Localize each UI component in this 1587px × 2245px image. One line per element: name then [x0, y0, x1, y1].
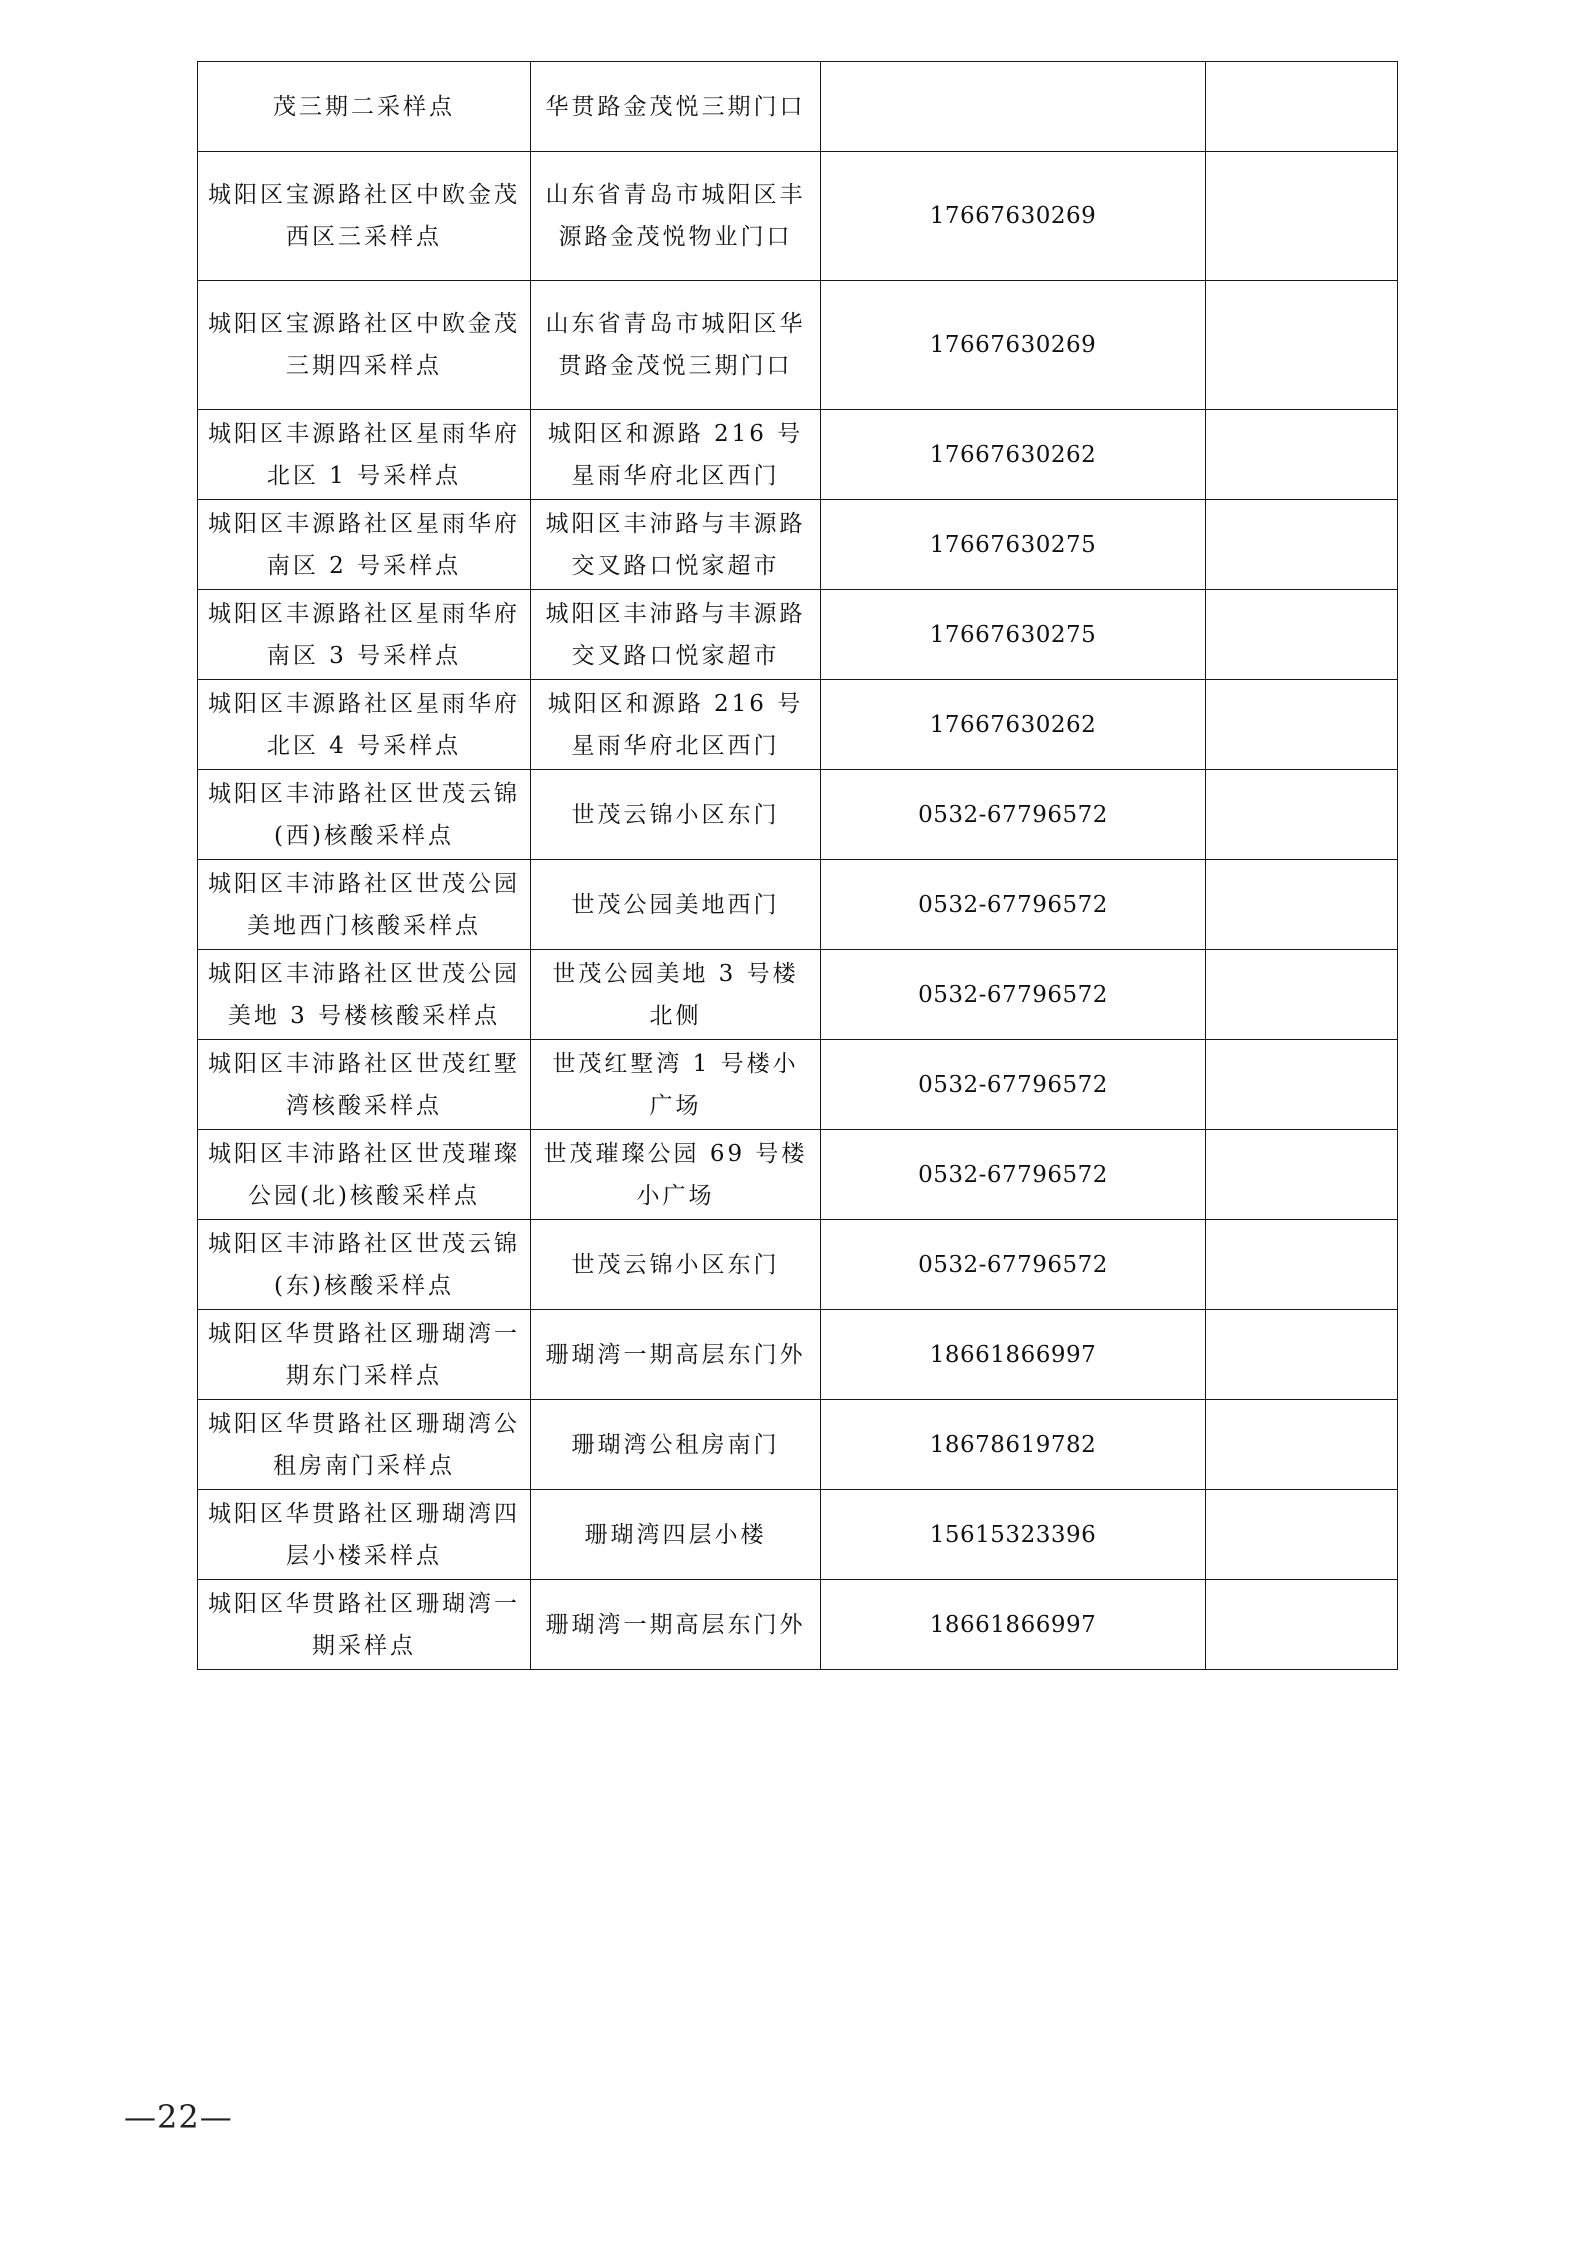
phone-cell: 17667630275: [821, 590, 1206, 680]
phone-cell: 17667630275: [821, 500, 1206, 590]
phone-cell: 0532-67796572: [821, 770, 1206, 860]
phone-cell: 17667630269: [821, 281, 1206, 410]
address-cell: 世茂公园美地 3 号楼北侧: [531, 950, 821, 1040]
address-cell: 珊瑚湾四层小楼: [531, 1490, 821, 1580]
site-name-cell: 城阳区丰源路社区星雨华府北区 1 号采样点: [198, 410, 531, 500]
phone-cell: 18678619782: [821, 1400, 1206, 1490]
address-cell: 世茂公园美地西门: [531, 860, 821, 950]
address-cell: 世茂云锦小区东门: [531, 770, 821, 860]
site-name-cell: 城阳区丰沛路社区世茂璀璨公园(北)核酸采样点: [198, 1130, 531, 1220]
phone-cell: 18661866997: [821, 1310, 1206, 1400]
note-cell: [1206, 500, 1398, 590]
site-name-cell: 城阳区丰源路社区星雨华府南区 3 号采样点: [198, 590, 531, 680]
site-name-cell: 城阳区丰源路社区星雨华府南区 2 号采样点: [198, 500, 531, 590]
note-cell: [1206, 860, 1398, 950]
phone-cell: 0532-67796572: [821, 950, 1206, 1040]
note-cell: [1206, 410, 1398, 500]
address-cell: 珊瑚湾公租房南门: [531, 1400, 821, 1490]
site-name-cell: 城阳区丰沛路社区世茂红墅湾核酸采样点: [198, 1040, 531, 1130]
table-row: [198, 1040, 1398, 1130]
phone-cell: [821, 62, 1206, 152]
site-name-cell: 城阳区宝源路社区中欧金茂三期四采样点: [198, 281, 531, 410]
note-cell: [1206, 950, 1398, 1040]
site-name-cell: 城阳区丰沛路社区世茂公园美地西门核酸采样点: [198, 860, 531, 950]
site-name-cell: 城阳区丰沛路社区世茂公园美地 3 号楼核酸采样点: [198, 950, 531, 1040]
site-name-cell: 城阳区丰源路社区星雨华府北区 4 号采样点: [198, 680, 531, 770]
note-cell: [1206, 1040, 1398, 1130]
table-row: [198, 500, 1398, 590]
table-row: [198, 1580, 1398, 1670]
site-name-cell: 城阳区华贯路社区珊瑚湾四层小楼采样点: [198, 1490, 531, 1580]
note-cell: [1206, 1580, 1398, 1670]
table-row: [198, 1220, 1398, 1310]
note-cell: [1206, 1490, 1398, 1580]
phone-cell: 0532-67796572: [821, 1040, 1206, 1130]
note-cell: [1206, 770, 1398, 860]
table-row: [198, 1310, 1398, 1400]
note-cell: [1206, 152, 1398, 281]
phone-cell: 0532-67796572: [821, 1130, 1206, 1220]
address-cell: 城阳区和源路 216 号星雨华府北区西门: [531, 410, 821, 500]
site-name-cell: 城阳区丰沛路社区世茂云锦(西)核酸采样点: [198, 770, 531, 860]
address-cell: 珊瑚湾一期高层东门外: [531, 1310, 821, 1400]
address-cell: 山东省青岛市城阳区丰源路金茂悦物业门口: [531, 152, 821, 281]
table-row: [198, 1490, 1398, 1580]
table-row: [198, 152, 1398, 281]
table-row: [198, 410, 1398, 500]
phone-cell: 17667630269: [821, 152, 1206, 281]
note-cell: [1206, 680, 1398, 770]
site-name-cell: 城阳区华贯路社区珊瑚湾一期东门采样点: [198, 1310, 531, 1400]
address-cell: 世茂璀璨公园 69 号楼小广场: [531, 1130, 821, 1220]
table-row: [198, 680, 1398, 770]
table-row: [198, 860, 1398, 950]
site-name-cell: 城阳区华贯路社区珊瑚湾公租房南门采样点: [198, 1400, 531, 1490]
table-row: [198, 281, 1398, 410]
phone-cell: 15615323396: [821, 1490, 1206, 1580]
page-number: —22—: [124, 2098, 233, 2136]
note-cell: [1206, 1310, 1398, 1400]
site-name-cell: 城阳区华贯路社区珊瑚湾一期采样点: [198, 1580, 531, 1670]
table-row: [198, 950, 1398, 1040]
address-cell: 山东省青岛市城阳区华贯路金茂悦三期门口: [531, 281, 821, 410]
site-name-cell: 茂三期二采样点: [198, 62, 531, 152]
address-cell: 华贯路金茂悦三期门口: [531, 62, 821, 152]
table-row: [198, 62, 1398, 152]
note-cell: [1206, 590, 1398, 680]
note-cell: [1206, 1220, 1398, 1310]
phone-cell: 17667630262: [821, 410, 1206, 500]
table-row: [198, 770, 1398, 860]
note-cell: [1206, 62, 1398, 152]
phone-cell: 18661866997: [821, 1580, 1206, 1670]
phone-cell: 17667630262: [821, 680, 1206, 770]
address-cell: 城阳区和源路 216 号星雨华府北区西门: [531, 680, 821, 770]
site-name-cell: 城阳区丰沛路社区世茂云锦(东)核酸采样点: [198, 1220, 531, 1310]
note-cell: [1206, 1130, 1398, 1220]
phone-cell: 0532-67796572: [821, 1220, 1206, 1310]
note-cell: [1206, 1400, 1398, 1490]
sampling-sites-table: [197, 61, 1398, 1670]
phone-cell: 0532-67796572: [821, 860, 1206, 950]
address-cell: 世茂红墅湾 1 号楼小广场: [531, 1040, 821, 1130]
address-cell: 珊瑚湾一期高层东门外: [531, 1580, 821, 1670]
table-row: [198, 590, 1398, 680]
address-cell: 城阳区丰沛路与丰源路交叉路口悦家超市: [531, 590, 821, 680]
table-row: [198, 1130, 1398, 1220]
site-name-cell: 城阳区宝源路社区中欧金茂西区三采样点: [198, 152, 531, 281]
address-cell: 城阳区丰沛路与丰源路交叉路口悦家超市: [531, 500, 821, 590]
address-cell: 世茂云锦小区东门: [531, 1220, 821, 1310]
table-row: [198, 1400, 1398, 1490]
note-cell: [1206, 281, 1398, 410]
